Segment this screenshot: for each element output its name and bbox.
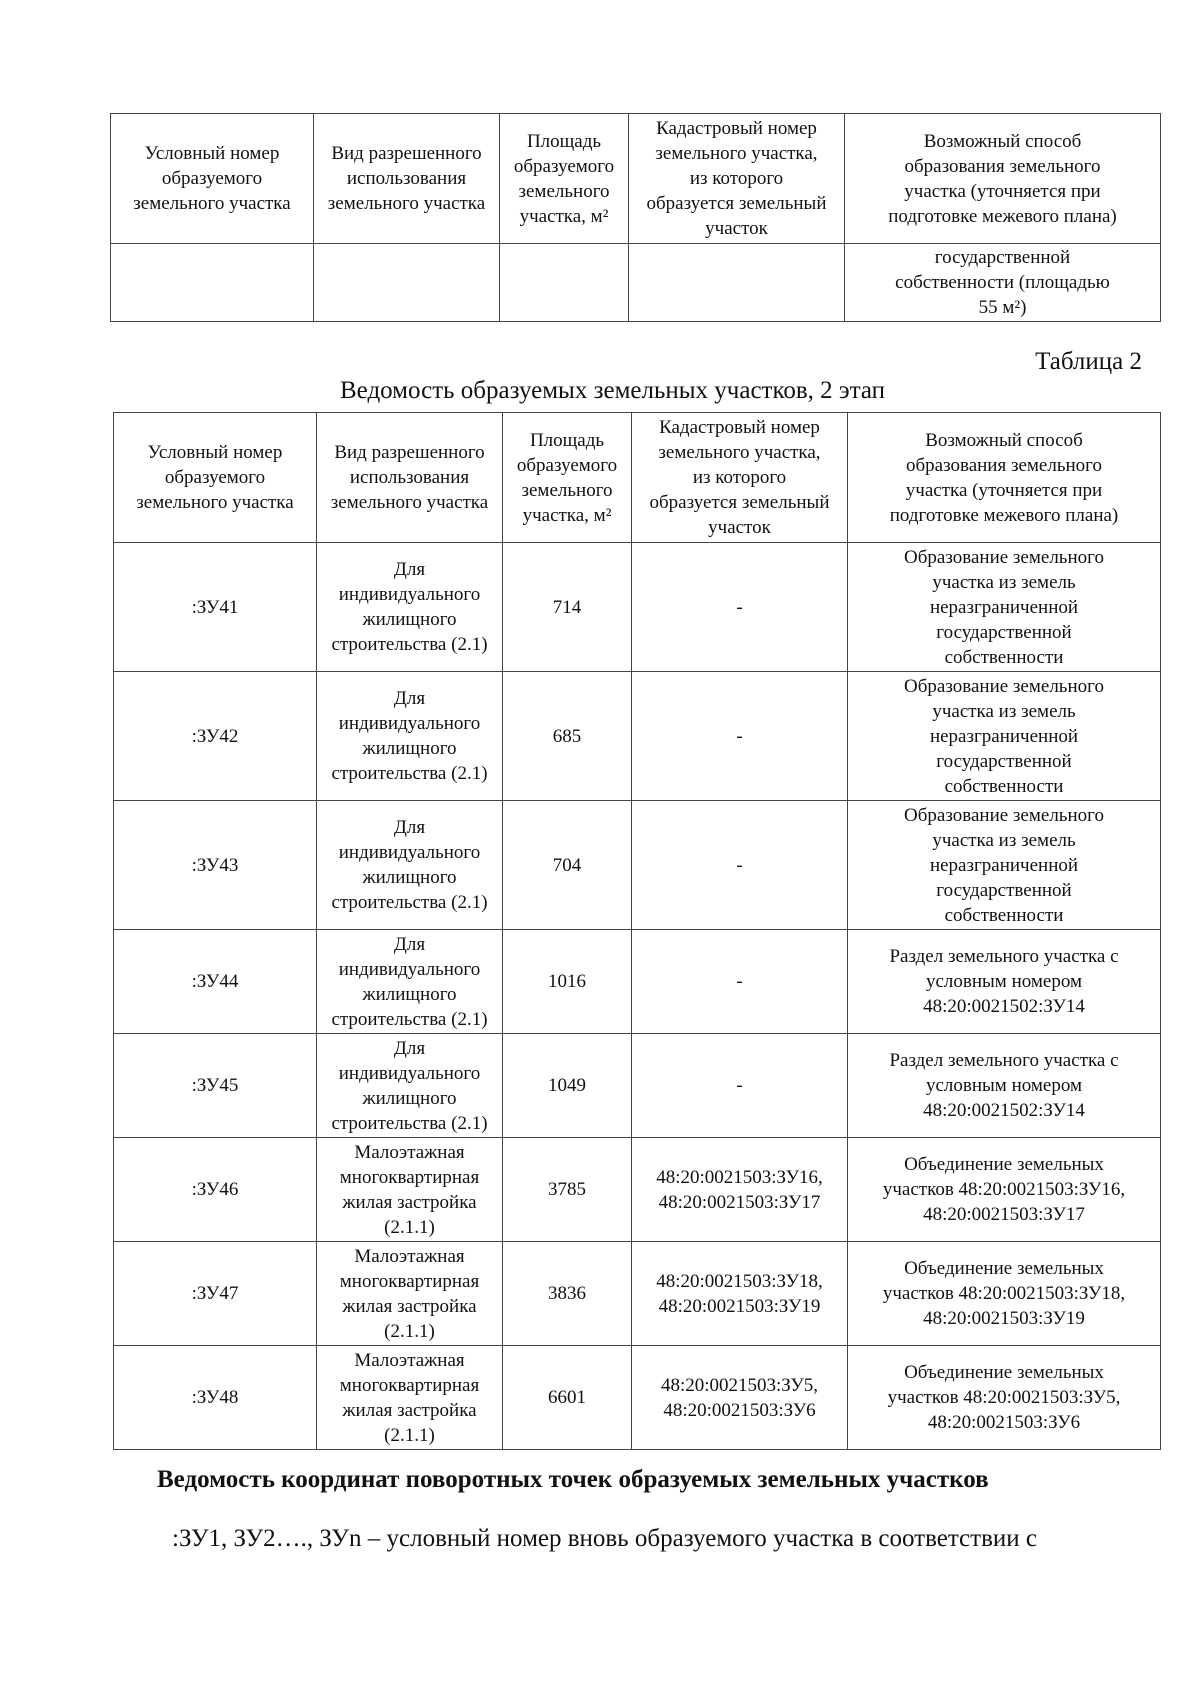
header-cell-cadastral: Кадастровый номер земельного участка, из которого образуется земельный участок <box>629 114 845 244</box>
header-cell-method: Возможный способ образования земельного участка (уточняется при подготовке межевого плана) <box>848 413 1161 543</box>
table-row <box>114 1242 1161 1346</box>
cell-method: Объединение земельных участков 48:20:0021503:ЗУ5, 48:20:0021503:ЗУ6 <box>848 1346 1161 1450</box>
cell-cadastral: - <box>632 930 848 1034</box>
table-row <box>114 672 1161 801</box>
header-cell-method: Возможный способ образования земельного участка (уточняется при подготовке межевого плана) <box>845 114 1161 244</box>
table-row <box>114 801 1161 930</box>
cell-id: :ЗУ42 <box>114 672 317 801</box>
cell-use: Малоэтажная многоквартирная жилая застройка (2.1.1) <box>317 1242 503 1346</box>
cell-use <box>314 244 500 322</box>
cell-method: Раздел земельного участка с условным номером 48:20:0021502:ЗУ14 <box>848 930 1161 1034</box>
header-cell-id: Условный номер образуемого земельного участка <box>111 114 314 244</box>
cell-id: :ЗУ47 <box>114 1242 317 1346</box>
header-cell-id: Условный номер образуемого земельного участка <box>114 413 317 543</box>
cell-cadastral <box>629 244 845 322</box>
cell-use: Для индивидуального жилищного строительства (2.1) <box>317 543 503 672</box>
cell-use: Для индивидуального жилищного строительства (2.1) <box>317 672 503 801</box>
table-row <box>114 543 1161 672</box>
header-cell-area: Площадь образуемого земельного участка, м² <box>500 114 629 244</box>
cell-id: :ЗУ44 <box>114 930 317 1034</box>
section-heading: Ведомость координат поворотных точек образуемых земельных участков <box>157 1466 989 1493</box>
cell-method: Образование земельного участка из земель неразграниченной государственной собственности <box>848 672 1161 801</box>
cell-cadastral: - <box>632 801 848 930</box>
cell-area: 704 <box>503 801 632 930</box>
cell-id <box>111 244 314 322</box>
cell-method: Образование земельного участка из земель неразграниченной государственной собственности <box>848 801 1161 930</box>
cell-cadastral: - <box>632 1034 848 1138</box>
cell-id: :ЗУ48 <box>114 1346 317 1450</box>
cell-area: 714 <box>503 543 632 672</box>
cell-method: государственной собственности (площадью 55 м²) <box>845 244 1161 322</box>
cell-use: Для индивидуального жилищного строительства (2.1) <box>317 801 503 930</box>
cell-id: :ЗУ45 <box>114 1034 317 1138</box>
table-2 <box>113 412 1161 1450</box>
cell-id: :ЗУ46 <box>114 1138 317 1242</box>
cell-area: 1049 <box>503 1034 632 1138</box>
table-row <box>114 1034 1161 1138</box>
cell-use: Для индивидуального жилищного строительства (2.1) <box>317 1034 503 1138</box>
table-2-header-row <box>114 413 1161 543</box>
cell-cadastral: 48:20:0021503:ЗУ5, 48:20:0021503:ЗУ6 <box>632 1346 848 1450</box>
body-text: :ЗУ1, ЗУ2…., ЗУn – условный номер вновь образуемого участка в соответствии с <box>172 1525 1037 1552</box>
cell-area: 3785 <box>503 1138 632 1242</box>
header-cell-cadastral: Кадастровый номер земельного участка, из которого образуется земельный участок <box>632 413 848 543</box>
table-row <box>111 244 1161 322</box>
cell-area: 3836 <box>503 1242 632 1346</box>
table-1 <box>110 113 1161 322</box>
header-cell-use: Вид разрешенного использования земельного участка <box>314 114 500 244</box>
table-row <box>114 1346 1161 1450</box>
cell-area: 1016 <box>503 930 632 1034</box>
cell-cadastral: - <box>632 543 848 672</box>
table-row <box>114 1138 1161 1242</box>
cell-method: Объединение земельных участков 48:20:0021503:ЗУ18, 48:20:0021503:ЗУ19 <box>848 1242 1161 1346</box>
table-1-header-row <box>111 114 1161 244</box>
header-cell-area: Площадь образуемого земельного участка, м² <box>503 413 632 543</box>
cell-cadastral: 48:20:0021503:ЗУ18, 48:20:0021503:ЗУ19 <box>632 1242 848 1346</box>
cell-use: Для индивидуального жилищного строительства (2.1) <box>317 930 503 1034</box>
cell-id: :ЗУ41 <box>114 543 317 672</box>
table-row <box>114 930 1161 1034</box>
cell-area <box>500 244 629 322</box>
cell-area: 685 <box>503 672 632 801</box>
cell-method: Раздел земельного участка с условным номером 48:20:0021502:ЗУ14 <box>848 1034 1161 1138</box>
table-title: Ведомость образуемых земельных участков, 2 этап <box>340 377 886 404</box>
cell-area: 6601 <box>503 1346 632 1450</box>
cell-id: :ЗУ43 <box>114 801 317 930</box>
header-cell-use: Вид разрешенного использования земельного участка <box>317 413 503 543</box>
cell-cadastral: 48:20:0021503:ЗУ16, 48:20:0021503:ЗУ17 <box>632 1138 848 1242</box>
cell-use: Малоэтажная многоквартирная жилая застройка (2.1.1) <box>317 1138 503 1242</box>
table-number: Таблица 2 <box>1035 348 1142 375</box>
cell-method: Объединение земельных участков 48:20:0021503:ЗУ16, 48:20:0021503:ЗУ17 <box>848 1138 1161 1242</box>
cell-method: Образование земельного участка из земель неразграниченной государственной собственности <box>848 543 1161 672</box>
cell-use: Малоэтажная многоквартирная жилая застройка (2.1.1) <box>317 1346 503 1450</box>
cell-cadastral: - <box>632 672 848 801</box>
